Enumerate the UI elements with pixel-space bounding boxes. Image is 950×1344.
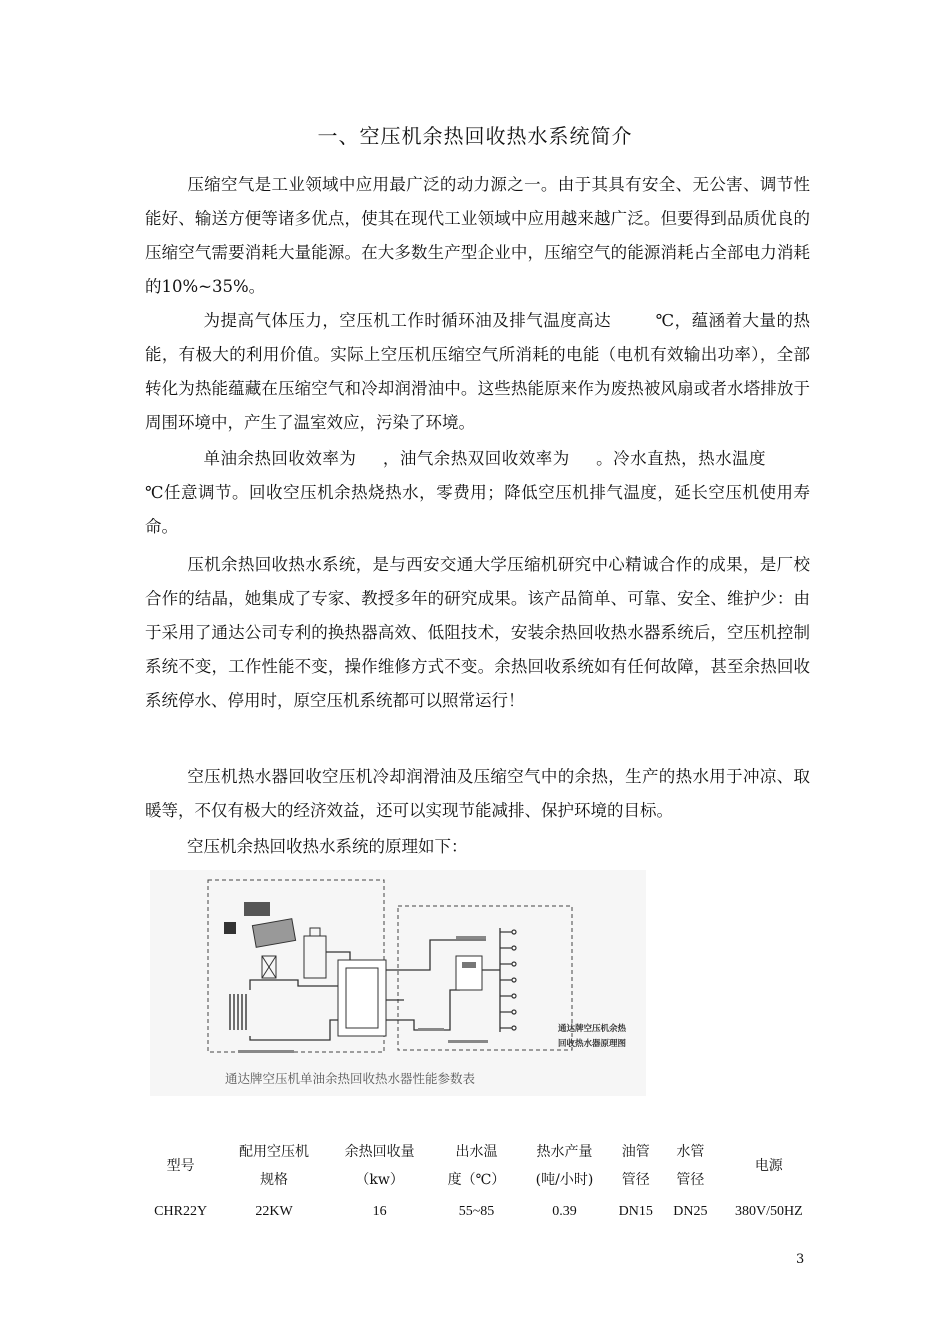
paragraph-heat-energy: 为提高气体压力，空压机工作时循环油及排气温度高达 ℃，蕴涵着大量的热能，有极大的利用价值。实际上空压机压缩空气所消耗的电能（电机有效输出功率），全部转化为热能蕴藏在压缩空气和冷却润滑油中。这些热能原来作为废热被风扇或者水塔排放于周围环境中，产生了温室效应，污染了环境。 xyxy=(145,311,810,432)
system-diagram xyxy=(150,870,646,1096)
cell-power: 380V/50HZ xyxy=(734,1204,803,1219)
header-power: 电源 xyxy=(754,1158,783,1174)
header-compressor-spec: 配用空压机 规格 xyxy=(239,1144,310,1188)
diagram-caption: 通达牌空压机单油余热回收热水器性能参数表 xyxy=(224,1071,475,1086)
cell-compressor-spec: 22KW xyxy=(255,1204,293,1219)
paragraph-efficiency: 单油余热回收效率为 ，油气余热双回收效率为 。冷水直热，热水温度℃任意调节。回收空压机余热烧热水，零费用；降低空压机排气温度，延长空压机使用寿命。 xyxy=(145,449,810,536)
header-heat-recovery: 余热回收量 （kw） xyxy=(344,1144,415,1188)
table-header-row xyxy=(140,1138,820,1194)
paragraph-cooperation: 压机余热回收热水系统，是与西安交通大学压缩机研究中心精诚合作的成果，是厂校合作的结晶，她集成了专家、教授多年的研究成果。该产品简单、可靠、安全、维护少：由于采用了通达公司专利的换热器高效、低阻技术，安装余热回收热水器系统后，空压机控制系统不变，工作性能不变，操作维修方式不变。余热回收系统如有任何故障，甚至余热回收系统停水、停用时，原空压机系统都可以照常运行！ xyxy=(145,555,810,710)
diagram-drawing xyxy=(150,870,646,1096)
header-water-pipe: 水管 管径 xyxy=(676,1144,705,1188)
header-hot-water-output: 热水产量 (吨/小时) xyxy=(535,1144,594,1188)
diagram-note: 通达牌空压机余热回收热水器原理图 xyxy=(557,1024,626,1049)
paragraph-benefits: 空压机热水器回收空压机冷却润滑油及压缩空气中的余热，生产的热水用于冲凉、取暖等，不仅有极大的经济效益，还可以实现节能减排、保护环境的目标。 xyxy=(145,767,810,820)
cell-oil-pipe: DN15 xyxy=(618,1204,653,1219)
page-number: 3 xyxy=(796,1252,805,1267)
paragraph-intro: 压缩空气是工业领域中应用最广泛的动力源之一。由于其具有安全、无公害、调节性能好、输送方便等诸多优点，使其在现代工业领域中应用越来越广泛。但要得到品质优良的压缩空气需要消耗大量能源。在大多数生产型企业中，压缩空气的能源消耗占全部电力消耗的10%~35%。 xyxy=(145,175,810,296)
parameter-table xyxy=(140,1138,820,1226)
cell-water-pipe: DN25 xyxy=(673,1204,708,1219)
header-outlet-temp: 出水温 度（℃） xyxy=(447,1144,506,1188)
paragraph-principle-intro: 空压机余热回收热水系统的原理如下： xyxy=(187,837,468,856)
cell-heat-recovery: 16 xyxy=(372,1204,387,1219)
table-row xyxy=(140,1194,820,1226)
header-oil-pipe: 油管 管径 xyxy=(621,1144,650,1188)
cell-hot-water-output: 0.39 xyxy=(552,1204,577,1219)
section-title: 一、空压机余热回收热水系统简介 xyxy=(317,124,633,148)
cell-outlet-temp: 55~85 xyxy=(458,1204,495,1219)
cell-model: CHR22Y xyxy=(154,1204,208,1219)
header-model: 型号 xyxy=(166,1158,195,1174)
